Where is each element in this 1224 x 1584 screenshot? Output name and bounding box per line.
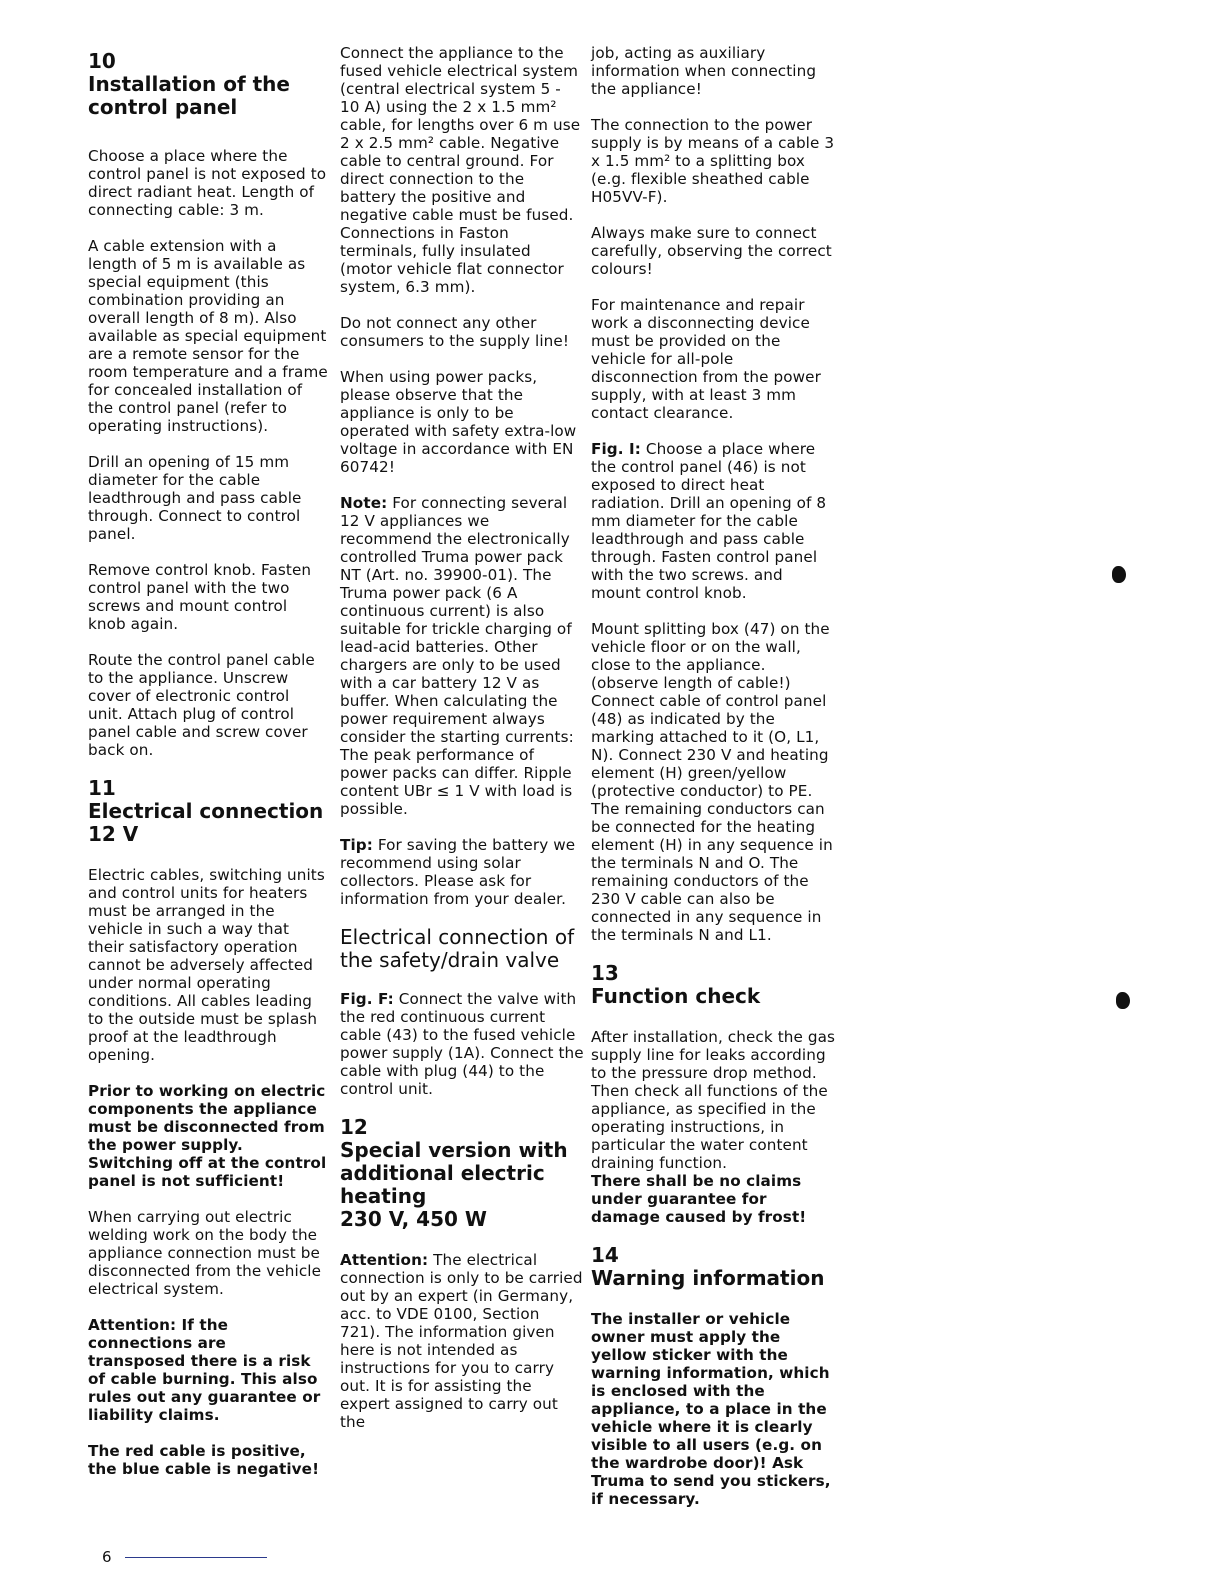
- section-title: Special version with additional electric heating: [340, 1138, 568, 1208]
- attention-text: The electrical connection is only to be carried out by an expert (in Germany, acc. to VDE 0100, Section 721). The information given here is not intended as instructions for you to carry out. It is for assisting the expert assigned to carry out the: [340, 1251, 583, 1431]
- paragraph: When using power packs, please observe that the appliance is only to be operated with safety extra-low voltage in accordance with EN 60742!: [340, 368, 577, 476]
- paragraph: Do not connect any other consumers to the supply line!: [340, 314, 570, 350]
- paragraph: job, acting as auxiliary information when connecting the appliance!: [591, 44, 817, 98]
- figure-f-paragraph: [340, 990, 584, 1098]
- paragraph: After installation, check the gas supply line for leaks according to the pressure drop method. Then check all functions of the appliance, as specified in the operating instructions, in particular the water content draining function.: [591, 1028, 836, 1172]
- page-number: 6: [102, 1548, 112, 1566]
- section-13-heading: [591, 962, 836, 1008]
- paragraph: A cable extension with a length of 5 m is available as special equipment (this combination providing an overall length of 8 m). Also available as special equipment are a remote sensor for the room temperature and a frame for concealed installation of the control panel (refer to operating instructions).: [88, 237, 328, 435]
- footer-rule: [125, 1557, 267, 1558]
- note-paragraph: [340, 494, 584, 818]
- section-title-rating: 230 V, 450 W: [340, 1207, 487, 1231]
- paragraph: Route the control panel cable to the appliance. Unscrew cover of electronic control unit. Attach plug of control panel cable and screw cover back on.: [88, 651, 315, 759]
- paragraph: Mount splitting box (47) on the vehicle floor or on the wall, close to the appliance. (observe length of cable!) Connect cable of control panel (48) as indicated by the marking attached to it (O, L1, N). Connect 230 V and heating element (H) green/yellow (protective conductor) to PE. The remaining conductors can be connected for the heating element (H) in any sequence in the terminals N and O. The remaining conductors of the 230 V cable can also be connected in any sequence in the terminals N and L1.: [591, 620, 833, 944]
- safety-valve-heading: Electrical connection of the safety/drain valve: [340, 925, 575, 972]
- section-number: 11: [88, 776, 116, 800]
- paragraph: When carrying out electric welding work on the body the appliance connection must be disconnected from the vehicle electrical system.: [88, 1208, 322, 1298]
- paragraph: For maintenance and repair work a disconnecting device must be provided on the vehicle for all-pole disconnection from the power supply, with at least 3 mm contact clearance.: [591, 296, 821, 422]
- sticker-paragraph: The installer or vehicle owner must apply the yellow sticker with the warning information, which is enclosed with the appliance, to a place in the vehicle where it is clearly visible to all users (e.g. on the wardrobe door)! Ask Truma to send you stickers, if necessary.: [591, 1310, 831, 1508]
- punch-hole-mark: [1116, 992, 1130, 1009]
- column-3: [591, 44, 836, 1526]
- tip-text: For saving the battery we recommend using solar collectors. Please ask for information from your dealer.: [340, 836, 576, 908]
- column-2: [340, 44, 584, 1431]
- attention-paragraph: [340, 1251, 584, 1431]
- section-number: 13: [591, 961, 619, 985]
- cable-colour-paragraph: The red cable is positive, the blue cable is negative!: [88, 1442, 320, 1478]
- section-title: Function check: [591, 984, 761, 1008]
- section-12-heading: [340, 1116, 584, 1231]
- paragraph: The connection to the power supply is by means of a cable 3 x 1.5 mm² to a splitting box (e.g. flexible sheathed cable H05VV-F).: [591, 116, 835, 206]
- section-title: Warning information: [591, 1266, 825, 1290]
- paragraph: Always make sure to connect carefully, observing the correct colours!: [591, 224, 832, 278]
- figure-f-label: Fig. F:: [340, 990, 394, 1008]
- figure-f-text: Connect the valve with the red continuous current cable (43) to the fused vehicle power supply (1A). Connect the cable with plug (44) to the control unit.: [340, 990, 584, 1098]
- section-title-voltage: 12 V: [88, 822, 139, 846]
- paragraph: Choose a place where the control panel is not exposed to direct radiant heat. Length of connecting cable: 3 m.: [88, 147, 327, 219]
- section-title: Electrical connection: [88, 799, 324, 823]
- paragraph: Electric cables, switching units and control units for heaters must be arranged in the vehicle in such a way that their satisfactory operation cannot be adversely affected under normal operating conditions. All cables leading to the outside must be splash proof at the leadthrough opening.: [88, 866, 325, 1064]
- attention-paragraph: Attention: If the connections are transposed there is a risk of cable burning. This also rules out any guarantee or liability claims.: [88, 1316, 321, 1424]
- paragraph: Drill an opening of 15 mm diameter for the cable leadthrough and pass cable through. Connect to control panel.: [88, 453, 302, 543]
- column-1: [88, 44, 328, 1496]
- section-10-heading: [88, 50, 328, 119]
- tip-paragraph: [340, 836, 584, 908]
- tip-label: Tip:: [340, 836, 373, 854]
- section-number: 12: [340, 1115, 368, 1139]
- section-number: 10: [88, 49, 116, 73]
- punch-hole-mark: [1112, 566, 1126, 583]
- paragraph: Connect the appliance to the fused vehicle electrical system (central electrical system 5 - 10 A) using the 2 x 1.5 mm² cable, for lengths over 6 m use 2 x 2.5 mm² cable. Negative cable to central ground. For direct connection to the battery the positive and negative cable must be fused. Connections in Faston terminals, fully insulated (motor vehicle flat connector system, 6.3 mm).: [340, 44, 581, 296]
- frost-warning-paragraph: There shall be no claims under guarantee for damage caused by frost!: [591, 1172, 807, 1226]
- section-14-heading: [591, 1244, 836, 1290]
- section-number: 14: [591, 1243, 619, 1267]
- figure-i-label: Fig. I:: [591, 440, 641, 458]
- warning-paragraph: Prior to working on electric components the appliance must be disconnected from the power supply. Switching off at the control panel is not sufficient!: [88, 1082, 327, 1190]
- section-11-heading: [88, 777, 328, 846]
- paragraph: Remove control knob. Fasten control panel with the two screws and mount control knob again.: [88, 561, 312, 633]
- figure-i-paragraph: [591, 440, 836, 602]
- note-text: For connecting several 12 V appliances we recommend the electronically controlled Truma power pack NT (Art. no. 39900-01). The Truma power pack (6 A continuous current) is also suitable for trickle charging of lead-acid batteries. Other chargers are only to be used with a car battery 12 V as buffer. When calculating the power requirement always consider the starting currents: The peak performance of power packs can differ. Ripple content UBr ≤ 1 V with load is possible.: [340, 494, 574, 818]
- section-title: Installation of the control panel: [88, 72, 290, 119]
- figure-i-text: Choose a place where the control panel (46) is not exposed to direct heat radiation. Drill an opening of 8 mm diameter for the cable leadthrough and pass cable through. Fasten control panel with the two screws. and mount control knob.: [591, 440, 827, 602]
- attention-label: Attention:: [340, 1251, 429, 1269]
- note-label: Note:: [340, 494, 388, 512]
